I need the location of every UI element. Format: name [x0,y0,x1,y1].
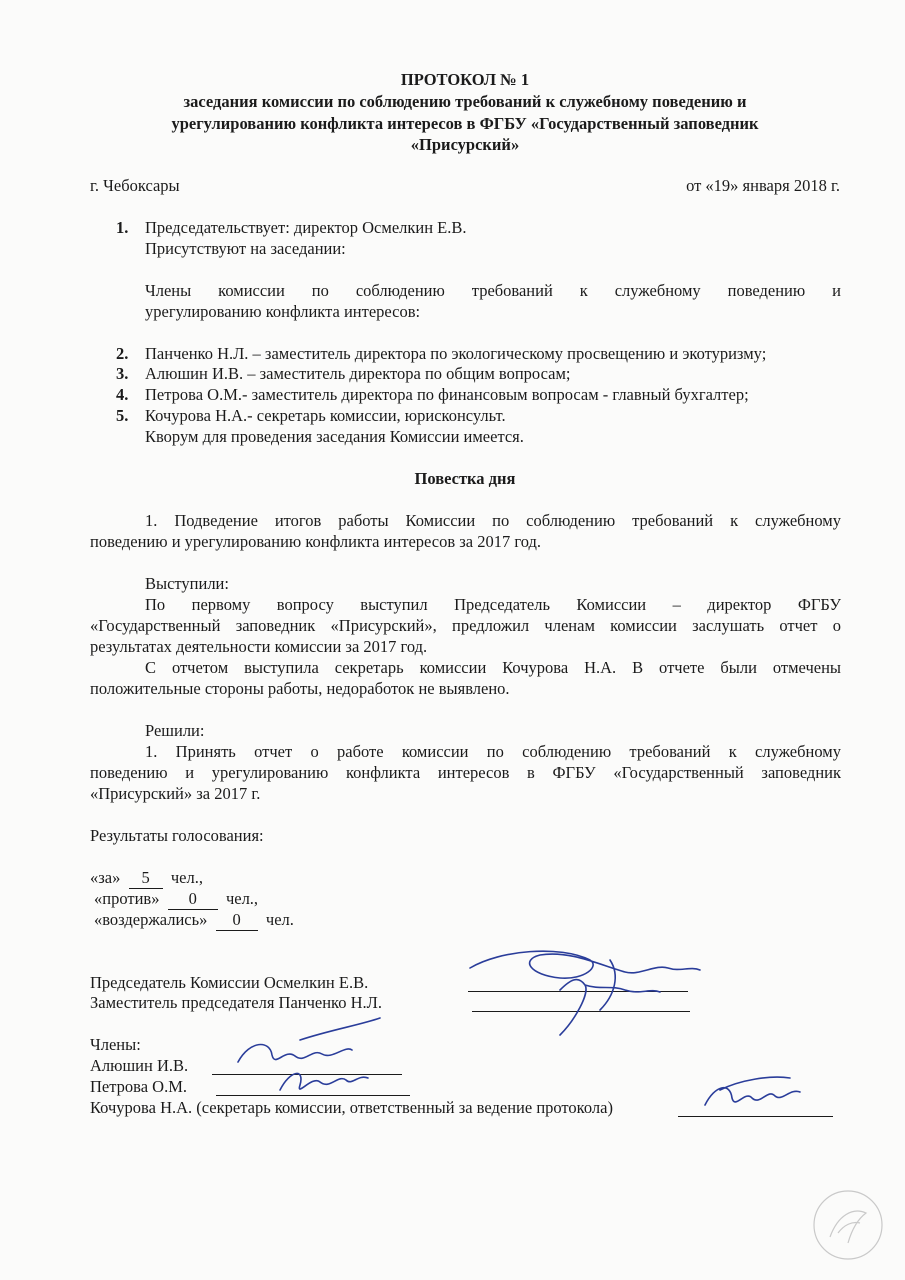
subtitle-line-1: заседания комиссии по соблюдению требований к служебному поведению и [183,92,747,111]
member1-signature-label: Алюшин И.В. [90,1056,189,1075]
member-number: 4. [116,385,129,404]
deputy-signature-line [472,1011,690,1012]
item-number-1: 1. [116,218,129,237]
secretary-signature-line [678,1116,833,1117]
vote-for [90,868,203,889]
speakers-p2-line-2: положительные стороны работы, недоработок не выявлено. [90,679,510,698]
agenda-line-2: поведению и урегулированию конфликта интересов за 2017 год. [90,532,542,551]
agenda-line-1 [90,511,841,531]
decision-heading: Решили: [145,721,205,740]
members-signature-heading: Члены: [90,1035,141,1054]
decision-line-3: «Присурский» за 2017 г. [90,784,261,803]
member-line: Петрова О.М.- заместитель директора по финансовым вопросам - главный бухгалтер; [145,385,749,404]
chair-signature-scribble [470,951,700,1035]
secretary-signature-label: Кочурова Н.А. (секретарь комиссии, ответственный за ведение протокола) [90,1098,613,1117]
members-intro-line-1: Члены комиссии по соблюдению требований к служебному поведению и [145,281,841,300]
vote-for-unit: чел., [170,868,203,887]
quorum-line: Кворум для проведения заседания Комиссии имеется. [145,427,524,446]
member-number: 5. [116,406,129,425]
speakers-p1-line-3: результатах деятельности комиссии за 2017 год. [90,637,428,656]
member2-signature-label: Петрова О.М. [90,1077,188,1096]
vote-abstain [94,910,294,931]
agenda-line-1-text: 1. Подведение итогов работы Комиссии по соблюдению требований к служебному [145,511,841,530]
present-line: Присутствуют на заседании: [145,239,346,258]
subtitle-line-2: урегулированию конфликта интересов в ФГБУ «Государственный заповедник [171,114,759,133]
decision-line-2: поведению и урегулированию конфликта интересов в ФГБУ «Государственный заповедник [90,763,841,782]
vote-for-value: 5 [129,868,163,889]
deputy-signature-label: Заместитель председателя Панченко Н.Л. [90,993,382,1012]
member1-signature-line [212,1074,402,1075]
member-line: Алюшин И.В. – заместитель директора по общим вопросам; [145,364,571,383]
vote-against-unit: чел., [225,889,259,908]
member-line: Панченко Н.Л. – заместитель директора по экологическому просвещению и экотуризму; [145,344,767,363]
vote-abstain-unit: чел. [265,910,294,929]
vote-abstain-label: «воздержались» [94,910,208,929]
chair-line: Председательствует: директор Осмелкин Е.В. [145,218,467,237]
chair-signature-line [468,991,688,992]
member-number: 2. [116,344,129,363]
member2-signature-scribble [280,1074,368,1090]
subtitle-line-3: «Присурский» [410,135,520,154]
vote-for-label: «за» [90,868,121,887]
speakers-p1-line-2: «Государственный заповедник «Присурский», предложил членам комиссии заслушать отчет о [90,616,841,635]
document-date: от «19» января 2018 г. [686,176,840,195]
vote-against [94,889,258,910]
city: г. Чебоксары [90,176,180,195]
chair-signature-label: Председатель Комиссии Осмелкин Е.В. [90,973,369,992]
member2-signature-line [216,1095,410,1096]
document-title: ПРОТОКОЛ № 1 [400,70,530,89]
members-intro-line-2: урегулированию конфликта интересов: [145,302,421,321]
secretary-signature-scribble [705,1077,800,1105]
voting-heading: Результаты голосования: [90,826,264,845]
agenda-heading: Повестка дня [414,469,516,488]
vote-abstain-value: 0 [216,910,258,931]
decision-line-1: 1. Принять отчет о работе комиссии по соблюдению требований к служебному [145,742,841,761]
member-number: 3. [116,364,129,383]
vote-against-value: 0 [168,889,218,910]
member-line: Кочурова Н.А.- секретарь комиссии, юрисконсульт. [145,406,506,425]
speakers-p1-line-1: По первому вопросу выступил Председатель Комиссии – директор ФГБУ [145,595,841,614]
member1-signature-scribble [238,1018,380,1062]
vote-against-label: «против» [94,889,160,908]
speakers-p2-line-1: С отчетом выступила секретарь комиссии Кочурова Н.А. В отчете были отмечены [145,658,841,677]
speakers-heading: Выступили: [145,574,229,593]
watermark-logo-icon [808,1185,888,1265]
